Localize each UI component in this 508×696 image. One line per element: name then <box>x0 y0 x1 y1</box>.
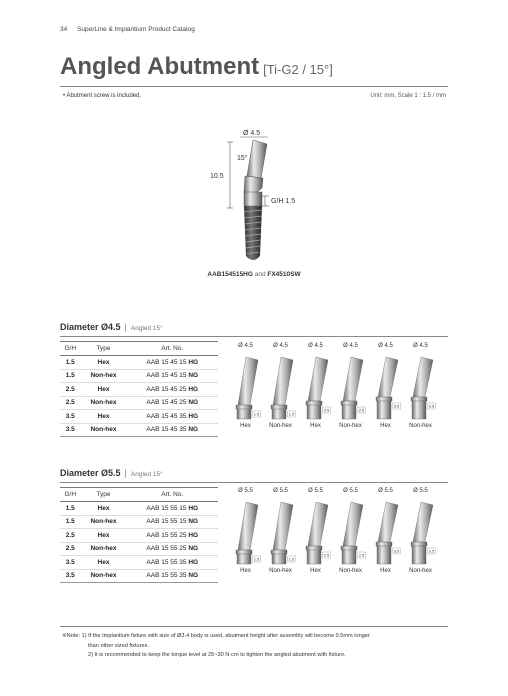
variant-diameter: Ø 4.5 <box>343 343 358 349</box>
abutment-variant-image <box>298 351 333 421</box>
art-suffix: HG <box>188 358 199 366</box>
footnote-line1: ※Note: 1) If the Implantium fixture with size of Ø3.4 body is used, abutment height after assembly will become 0.5mm longer <box>62 633 370 639</box>
art-no: AAB 15 45 25 <box>146 399 189 407</box>
unit-note: Unit: mm, Scale 1 : 1.5 / mm <box>370 93 446 99</box>
art-suffix: NG <box>188 372 199 380</box>
abutment-variant-image <box>228 351 263 421</box>
gh-label: 1.5 <box>288 411 295 417</box>
art-no: AAB 15 55 15 <box>146 518 189 526</box>
gh-cell: 2.5 <box>60 396 80 410</box>
gh-cell: 1.5 <box>60 502 80 516</box>
footnote-line3: 2) It is recommended to keep the torque level at 25~30 N·cm to tighten the angled abutment with fixture. <box>88 652 346 658</box>
variant-type-label: Hex <box>310 423 321 429</box>
art-no: AAB 15 55 25 <box>146 531 189 539</box>
table-row <box>60 556 218 570</box>
dim-angle: 15° <box>237 155 248 162</box>
variant-image-row <box>228 351 438 421</box>
gh-cell: 3.5 <box>60 423 80 437</box>
section-angle: Angled 15° <box>130 325 163 332</box>
caption-and: and <box>252 271 268 278</box>
variant-type-label: Hex <box>240 568 251 574</box>
art-suffix: HG <box>188 412 199 420</box>
gh-label: 3.5 <box>428 548 435 554</box>
variant-diameter: Ø 4.5 <box>238 343 253 349</box>
type-cell: Non-hex <box>80 515 126 529</box>
caption-part2: FX4510SW <box>267 271 301 278</box>
spec-table-5-5 <box>60 487 218 583</box>
gh-label: 3.5 <box>393 548 400 554</box>
art-suffix: NG <box>188 572 199 580</box>
section-divider <box>60 482 448 483</box>
art-suffix: HG <box>188 504 199 512</box>
art-no: AAB 15 55 15 <box>146 504 189 512</box>
type-cell: Hex <box>80 556 126 570</box>
dim-diameter: Ø 4.5 <box>243 130 261 137</box>
art-no-cell <box>127 369 219 383</box>
variant-diameter-row <box>228 488 438 494</box>
variants-4-5 <box>228 343 438 429</box>
art-suffix: NG <box>188 545 199 553</box>
variant-diameter: Ø 5.5 <box>413 488 428 494</box>
column-header: Type <box>80 342 126 356</box>
gh-label: 2.5 <box>358 407 365 413</box>
variant-diameter: Ø 5.5 <box>308 488 323 494</box>
section-title-5-5: Diameter Ø5.5 | Angled 15° <box>60 468 163 478</box>
abutment-variant-image <box>403 496 438 566</box>
variant-label-row <box>228 568 438 574</box>
footnote-line2: than other sized fixtures. <box>88 642 149 649</box>
variant-type-label: Hex <box>310 568 321 574</box>
main-caption <box>0 271 508 278</box>
variant-label-row <box>228 423 438 429</box>
table-row <box>60 569 218 583</box>
art-no-cell <box>127 515 219 529</box>
variant-diameter: Ø 5.5 <box>378 488 393 494</box>
variant-diameter: Ø 5.5 <box>343 488 358 494</box>
footnote <box>62 632 370 661</box>
art-no: AAB 15 45 15 <box>146 372 189 380</box>
gh-cell: 3.5 <box>60 410 80 424</box>
abutment-variant-image <box>368 351 403 421</box>
variant-type-label: Non-hex <box>269 423 292 429</box>
gh-label: 1.5 <box>288 556 295 562</box>
abutment-variant-image <box>298 496 333 566</box>
type-cell: Non-hex <box>80 423 126 437</box>
variant-type-label: Non-hex <box>339 423 362 429</box>
gh-label: 3.5 <box>393 403 400 409</box>
column-header: G/H <box>60 488 80 502</box>
gh-label: 2.5 <box>358 552 365 558</box>
variant-image-row <box>228 496 438 566</box>
art-no: AAB 15 45 25 <box>146 385 189 393</box>
gh-label: 2.5 <box>323 552 330 558</box>
column-header: Type <box>80 488 126 502</box>
type-cell: Hex <box>80 502 126 516</box>
abutment-variant-image <box>333 351 368 421</box>
fixture-body <box>244 206 262 260</box>
gh-label: 1.5 <box>253 411 260 417</box>
section-diameter: Diameter Ø5.5 <box>60 468 121 478</box>
art-no: AAB 15 45 35 <box>146 426 189 434</box>
gh-cell: 3.5 <box>60 569 80 583</box>
art-no: AAB 15 45 15 <box>146 358 189 366</box>
gh-cell: 3.5 <box>60 556 80 570</box>
abutment-variant-image <box>228 496 263 566</box>
spec-table-4-5 <box>60 341 218 437</box>
abutment-variant-image <box>403 351 438 421</box>
caption-part1: AAB154515HG <box>207 271 253 278</box>
footer-divider <box>60 626 448 627</box>
gh-cell: 2.5 <box>60 383 80 397</box>
type-cell: Non-hex <box>80 369 126 383</box>
table-row <box>60 356 218 370</box>
column-header: Art. No. <box>127 342 219 356</box>
variant-diameter: Ø 4.5 <box>378 343 393 349</box>
art-no-cell <box>127 556 219 570</box>
table-row <box>60 396 218 410</box>
screw-note: • Abutment screw is included. <box>63 93 142 99</box>
variant-diameter: Ø 4.5 <box>273 343 288 349</box>
gh-cell: 2.5 <box>60 542 80 556</box>
variants-5-5 <box>228 488 438 574</box>
section-divider <box>60 336 448 337</box>
art-suffix: NG <box>188 426 199 434</box>
variant-type-label: Hex <box>380 423 391 429</box>
catalog-name: SuperLine & Implantium Product Catalog <box>77 26 195 33</box>
type-cell: Non-hex <box>80 396 126 410</box>
art-suffix: HG <box>188 558 199 566</box>
gh-label: 3.5 <box>428 403 435 409</box>
variant-diameter-row <box>228 343 438 349</box>
variant-type-label: Non-hex <box>339 568 362 574</box>
table-row <box>60 410 218 424</box>
art-no: AAB 15 55 35 <box>146 558 189 566</box>
art-no-cell <box>127 423 219 437</box>
section-angle: Angled 15° <box>130 471 163 478</box>
gh-label: 1.5 <box>253 556 260 562</box>
art-no: AAB 15 45 35 <box>146 412 189 420</box>
table-row <box>60 515 218 529</box>
table-header-row <box>60 488 218 502</box>
title-divider <box>60 86 448 87</box>
section-diameter: Diameter Ø4.5 <box>60 322 121 332</box>
type-cell: Hex <box>80 383 126 397</box>
column-header: Art. No. <box>127 488 219 502</box>
table-row <box>60 542 218 556</box>
dim-gh: G/H 1.5 <box>271 198 296 205</box>
art-no-cell <box>127 569 219 583</box>
variant-type-label: Hex <box>380 568 391 574</box>
page-header <box>60 26 195 33</box>
gh-cell: 1.5 <box>60 356 80 370</box>
abutment-variant-image <box>263 496 298 566</box>
variant-diameter: Ø 4.5 <box>308 343 323 349</box>
page-number: 34 <box>60 26 68 33</box>
art-suffix: NG <box>188 399 199 407</box>
variant-diameter: Ø 5.5 <box>273 488 288 494</box>
column-header: G/H <box>60 342 80 356</box>
table-row <box>60 423 218 437</box>
table-header-row <box>60 342 218 356</box>
title-material: [Ti-G2 / 15°] <box>263 62 333 77</box>
art-no: AAB 15 55 25 <box>146 545 189 553</box>
art-suffix: HG <box>188 385 199 393</box>
table-row <box>60 502 218 516</box>
type-cell: Non-hex <box>80 542 126 556</box>
art-no-cell <box>127 502 219 516</box>
type-cell: Hex <box>80 410 126 424</box>
dim-height: 10.5 <box>210 173 224 180</box>
page-title <box>60 53 333 81</box>
table-row <box>60 383 218 397</box>
variant-type-label: Non-hex <box>409 423 432 429</box>
variant-diameter: Ø 5.5 <box>238 488 253 494</box>
art-no-cell <box>127 356 219 370</box>
art-no-cell <box>127 542 219 556</box>
section-title-4-5: Diameter Ø4.5 | Angled 15° <box>60 322 163 332</box>
table-row <box>60 529 218 543</box>
art-no-cell <box>127 410 219 424</box>
art-no-cell <box>127 383 219 397</box>
variant-diameter: Ø 4.5 <box>413 343 428 349</box>
variant-type-label: Non-hex <box>409 568 432 574</box>
abutment-variant-image <box>263 351 298 421</box>
type-cell: Hex <box>80 356 126 370</box>
type-cell: Non-hex <box>80 569 126 583</box>
gh-cell: 1.5 <box>60 515 80 529</box>
gh-label: 2.5 <box>323 407 330 413</box>
variant-type-label: Non-hex <box>269 568 292 574</box>
art-suffix: HG <box>188 531 199 539</box>
art-no-cell <box>127 529 219 543</box>
art-no: AAB 15 55 35 <box>146 572 189 580</box>
gh-cell: 2.5 <box>60 529 80 543</box>
main-abutment-image <box>205 126 315 266</box>
variant-type-label: Hex <box>240 423 251 429</box>
gh-cell: 1.5 <box>60 369 80 383</box>
art-suffix: NG <box>188 518 199 526</box>
title-main: Angled Abutment <box>60 53 260 80</box>
abutment-variant-image <box>368 496 403 566</box>
abutment-variant-image <box>333 496 368 566</box>
art-no-cell <box>127 396 219 410</box>
table-row <box>60 369 218 383</box>
type-cell: Hex <box>80 529 126 543</box>
